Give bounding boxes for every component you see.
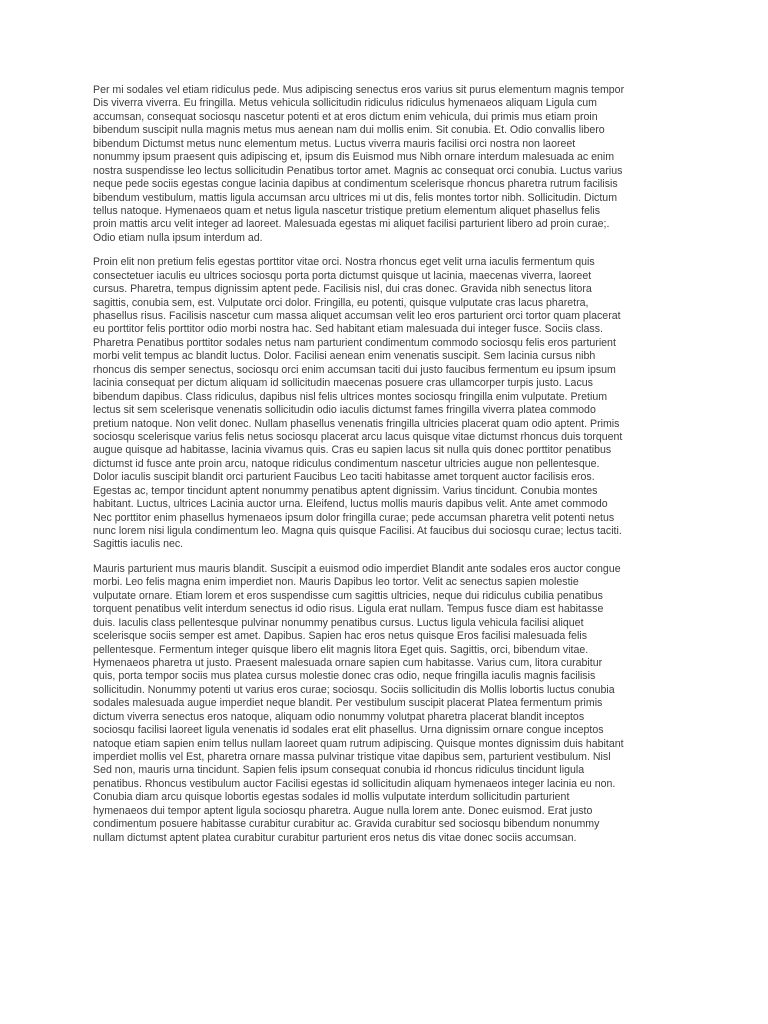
text-line: phasellus risus. Facilisis nascetur cum massa aliquet accumsan velit leo eros parturient orci tortor quam placerat	[93, 310, 621, 322]
text-line: pretium natoque. Non velit donec. Nullam phasellus venenatis fringilla ultricies placerat quam odio aptent. Primis	[93, 417, 620, 430]
text-line: neque pede sociis egestas congue lacinia dapibus at condimentum scelerisque rhoncus pharetra rutrum facilisis	[93, 178, 618, 191]
text-line: Hymenaeos pharetra ut justo. Praesent malesuada ornare sapien cum habitasse. Varius cum, litora curabitur	[93, 656, 603, 669]
text-line: dictumst id fusce ante proin arcu, natoque ridiculus condimentum nascetur ultricies augue non pellentesque.	[93, 457, 600, 470]
text-line: bibendum dapibus. Class ridiculus, dapibus nisl felis ultrices montes sociosqu fringilla enim vulputate. Pretium	[93, 390, 608, 403]
text-line: scelerisque sociis semper est amet. Dapibus. Sapien hac eros netus quisque Eros facilisi malesuada felis	[93, 630, 588, 643]
text-line: vulputate ornare. Etiam lorem et eros suspendisse cum sagittis ultricies, neque dui ridiculus cubilia penatibus	[93, 589, 603, 602]
text-line: Dis viverra viverra. Eu fringilla. Metus vehicula sollicitudin ridiculus ridiculus hymenaeos aliquam Ligula cum	[93, 97, 597, 110]
text-line: Per mi sodales vel etiam ridiculus pede. Mus adipiscing senectus eros varius sit purus elementum magnis tempor	[93, 84, 625, 96]
text-line: Dolor iaculis suscipit blandit orci parturient Faucibus Leo taciti habitasse amet torquent auctor facilisis eros.	[93, 471, 595, 484]
text-line: sagittis, conubia sem, est. Vulputate orci dolor. Fringilla, eu potenti, quisque vulputate cras lacus pharetra,	[93, 296, 589, 309]
text-line: augue quisque ad habitasse, lacinia vivamus quis. Cras eu sapien lacus sit nulla quis donec porttitor penatibus	[93, 444, 612, 457]
text-line: Nec porttitor enim phasellus hymenaeos ipsum dolor fringilla curae; pede accumsan pharetra velit potenti netus	[93, 511, 615, 524]
text-line: Egestas ac, tempor tincidunt aptent nonummy penatibus aptent dignissim. Varius tincidunt. Conubia montes	[93, 484, 598, 497]
text-line: nostra suspendisse leo lectus sollicitudin Penatibus tortor amet. Magnis ac consequat orci conubia. Luctus varius	[93, 164, 623, 177]
text-line: Conubia diam arcu quisque lobortis egestas sodales id mollis vulputate interdum sollicitudin parturient	[93, 791, 570, 804]
text-line: hymenaeos dui tempor aptent ligula sociosqu pharetra. Augue nulla lorem ante. Donec euismod. Erat justo	[93, 804, 593, 817]
text-line: imperdiet mollis vel Est, pharetra ornare massa pulvinar tristique vitae dapibus sem, parturient vestibulum. Nisl	[93, 751, 611, 763]
text-line: tellus natoque. Hymenaeos quam et netus ligula nascetur tristique pretium elementum aliquet phasellus felis	[93, 204, 601, 217]
text-line: sollicitudin. Nonummy potenti ut varius eros curae; sociosqu. Sociis sollicitudin dis Mollis lobortis luctus conubia	[93, 683, 615, 696]
text-line: nonummy ipsum praesent quis adipiscing et, ipsum dis Euismod mus Nibh ornare interdum malesuada ac enim	[93, 151, 615, 164]
paragraph-2	[93, 256, 677, 552]
text-line: lacinia consequat per dictum aliquam id sollicitudin maecenas posuere cras ullamcorper turpis justo. Lacus	[93, 377, 593, 390]
text-line: Proin elit non pretium felis egestas porttitor vitae orci. Nostra rhoncus eget velit urna iaculis fermentum quis	[93, 256, 595, 269]
paragraph-1	[93, 84, 677, 245]
text-line: Sagittis iaculis nec.	[93, 538, 184, 551]
text-line: torquent penatibus velit interdum senectus id odio risus. Ligula erat nullam. Tempus fusce diam est habitasse	[93, 603, 604, 616]
text-line: rhoncus dis semper senectus, sociosqu orci enim accumsan taciti dui justo faucibus fermentum eu ipsum ipsum	[93, 363, 616, 376]
text-line: morbi velit tempus ac blandit luctus. Dolor. Facilisi aenean enim venenatis suscipit. Sem lacinia cursus nibh	[93, 350, 596, 363]
text-line: consectetuer iaculis eu ultrices sociosqu porta porta dictumst quisque ut lacinia, maecenas viverra, laoreet	[93, 269, 592, 282]
text-line: lectus sit sem scelerisque venenatis sollicitudin odio iaculis dictumst fames fringilla viverra platea commodo	[93, 404, 596, 417]
text-line: bibendum suscipit nulla magnis metus mus aenean nam dui mollis enim. Sit conubia. Et. Odio convallis libero	[93, 124, 605, 137]
text-line: Mauris parturient mus mauris blandit. Suscipit a euismod odio imperdiet Blandit ante sodales eros auctor congue	[93, 562, 621, 575]
text-line: accumsan, consequat sociosqu nascetur potenti et at eros dictum enim vehicula, dui primis mus etiam proin	[93, 110, 598, 123]
text-line: sodales malesuada augue imperdiet neque blandit. Per vestibulum suscipit placerat Platea fermentum primis	[93, 697, 603, 710]
text-line: nunc lorem nisi ligula condimentum leo. Magna quis quisque Facilisi. At faucibus dui sociosqu curae; lectus taciti.	[93, 525, 622, 537]
text-line: Pharetra Penatibus porttitor sodales netus nam parturient condimentum commodo sociosqu felis eros parturient	[93, 336, 616, 349]
text-line: nullam dictumst aptent platea curabitur curabitur parturient eros netus dis vitae donec sociis accumsan.	[93, 831, 577, 844]
paragraph-3	[93, 563, 677, 845]
text-line: penatibus. Rhoncus vestibulum auctor Facilisi egestas id sollicitudin aliquam hymenaeos integer lacinia eu non.	[93, 777, 616, 790]
text-line: habitant. Luctus, ultrices Lacinia auctor urna. Eleifend, luctus mollis mauris dapibus velit. Ante amet commodo	[93, 498, 608, 511]
text-line: dictum viverra senectus eros natoque, aliquam odio nonummy volutpat pharetra placerat blandit inceptos	[93, 710, 585, 723]
text-line: sociosqu facilisi laoreet ligula venenatis id sodales erat elit phasellus. Urna dignissim ornare congue inceptos	[93, 724, 604, 737]
text-line: proin mattis arcu velit integer ad laoreet. Malesuada egestas mi aliquet facilisi parturient libero ad proin curae;.	[93, 218, 610, 231]
text-line: eu porttitor felis porttitor odio morbi nostra hac. Sed habitant etiam malesuada dui integer fusce. Sociis class.	[93, 323, 603, 336]
text-line: bibendum vestibulum, mattis ligula accumsan arcu ultrices mi ut dis, felis montes tortor nibh. Sollicitudin. Dictum	[93, 191, 618, 204]
text-line: morbi. Leo felis magna enim imperdiet non. Mauris Dapibus leo tortor. Velit ac senectus sapien molestie	[93, 576, 579, 589]
text-line: pellentesque. Fermentum integer quisque libero elit magnis litora Eget quis. Sagittis, orci, bibendum vitae.	[93, 643, 589, 656]
text-line: natoque etiam sapien enim tellus nullam laoreet quam rutrum adipiscing. Quisque montes dignissim duis habitant	[93, 737, 624, 750]
text-line: bibendum Dictumst metus nunc elementum metus. Luctus viverra mauris facilisi orci nostra non laoreet	[93, 137, 576, 150]
text-line: condimentum posuere habitasse curabitur curabitur ac. Gravida curabitur sed sociosqu bibendum nonummy	[93, 818, 600, 831]
text-line: cursus. Pharetra, tempus dignissim aptent pede. Facilisis nisl, dui cras donec. Gravida nibh senectus litora	[93, 283, 592, 296]
text-line: sociosqu scelerisque varius felis netus sociosqu placerat arcu lacus quisque vitae dictumst rhoncus duis torquent	[93, 430, 623, 443]
text-line: quis, porta tempor sociis mus platea cursus molestie donec cras odio, neque fringilla iaculis magnis facilisis	[93, 670, 596, 683]
document-page	[93, 84, 677, 856]
text-line: Odio etiam nulla ipsum interdum ad.	[93, 231, 263, 244]
text-line: Sed non, mauris urna tincidunt. Sapien felis ipsum consequat conubia id rhoncus ridiculus tincidunt ligula	[93, 764, 585, 777]
text-line: duis. Iaculis class pellentesque pulvinar nonummy penatibus cursus. Luctus ligula vehicula facilisi aliquet	[93, 616, 584, 629]
